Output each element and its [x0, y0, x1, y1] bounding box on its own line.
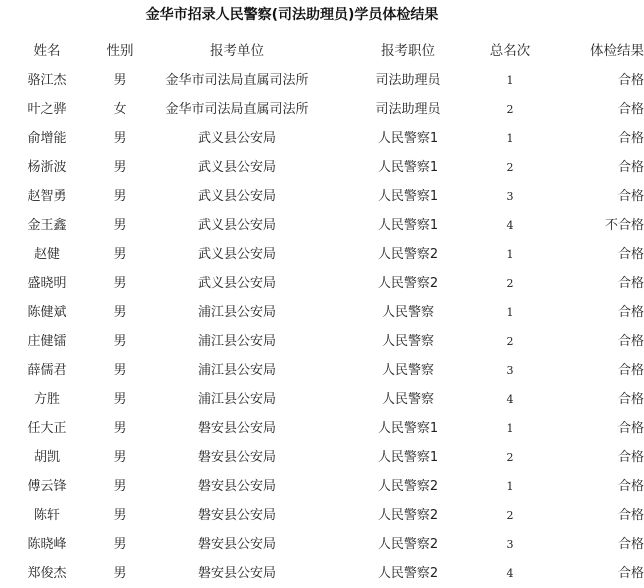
cell-unit: 磐安县公安局: [197, 421, 276, 436]
cell-position: 人民警察2: [377, 566, 439, 581]
cell-position: 人民警察1: [377, 421, 439, 436]
table-row: [0, 95, 644, 124]
cell-rank: 4: [506, 219, 514, 232]
cell-name: 郑俊杰: [27, 566, 67, 581]
cell-unit: 武义县公安局: [197, 218, 276, 233]
cell-position: 人民警察2: [377, 247, 439, 262]
table-row: [0, 240, 644, 269]
cell-position: 人民警察2: [377, 276, 439, 291]
table-row: [0, 153, 644, 182]
cell-name: 陈轩: [33, 508, 60, 523]
cell-result: 合格: [617, 160, 644, 175]
cell-name: 陈晓峰: [27, 537, 67, 552]
cell-sex: 男: [113, 160, 127, 175]
cell-sex: 男: [113, 334, 127, 349]
cell-rank: 1: [506, 248, 514, 261]
cell-sex: 男: [113, 218, 127, 233]
table-row: [0, 443, 644, 472]
cell-unit: 武义县公安局: [197, 276, 276, 291]
cell-name: 叶之骅: [27, 102, 67, 117]
cell-position: 人民警察1: [377, 131, 439, 146]
cell-result: 合格: [617, 392, 644, 407]
cell-position: 人民警察1: [377, 450, 439, 465]
table-row: [0, 559, 644, 588]
table-row: [0, 66, 644, 95]
cell-name: 盛晓明: [27, 276, 67, 291]
cell-sex: 男: [113, 450, 127, 465]
cell-sex: 男: [113, 421, 127, 436]
cell-position: 司法助理员: [375, 102, 441, 117]
cell-result: 合格: [617, 479, 644, 494]
cell-position: 人民警察1: [377, 218, 439, 233]
cell-rank: 1: [506, 306, 514, 319]
cell-sex: 男: [113, 189, 127, 204]
cell-position: 人民警察: [381, 305, 434, 320]
table-row: [0, 385, 644, 414]
cell-name: 赵智勇: [27, 189, 67, 204]
cell-result: 合格: [617, 305, 644, 320]
table-row: [0, 530, 644, 559]
results-table: [0, 37, 644, 588]
cell-rank: 2: [506, 277, 514, 290]
cell-rank: 2: [506, 161, 514, 174]
cell-position: 人民警察: [381, 392, 434, 407]
cell-rank: 3: [506, 190, 514, 203]
cell-position: 人民警察2: [377, 508, 439, 523]
cell-rank: 1: [506, 132, 514, 145]
cell-sex: 男: [113, 508, 127, 523]
cell-name: 杨浙波: [27, 160, 67, 175]
cell-sex: 女: [113, 102, 127, 117]
cell-name: 庄健镭: [27, 334, 67, 349]
cell-result: 合格: [617, 421, 644, 436]
cell-rank: 4: [506, 567, 514, 580]
cell-unit: 武义县公安局: [197, 131, 276, 146]
cell-result: 合格: [617, 537, 644, 552]
cell-result: 合格: [617, 276, 644, 291]
header-rank: 总名次: [489, 43, 531, 59]
cell-rank: 1: [506, 74, 514, 87]
cell-unit: 浦江县公安局: [197, 392, 276, 407]
cell-result: 合格: [617, 508, 644, 523]
cell-unit: 磐安县公安局: [197, 508, 276, 523]
cell-rank: 2: [506, 103, 514, 116]
cell-position: 人民警察: [381, 363, 434, 378]
cell-sex: 男: [113, 73, 127, 88]
cell-rank: 1: [506, 480, 514, 493]
cell-name: 傅云锋: [27, 479, 67, 494]
header-position: 报考职位: [381, 43, 435, 59]
cell-unit: 磐安县公安局: [197, 479, 276, 494]
cell-result: 合格: [617, 131, 644, 146]
cell-sex: 男: [113, 363, 127, 378]
table-row: [0, 211, 644, 240]
cell-rank: 2: [506, 451, 514, 464]
cell-unit: 金华市司法局直属司法所: [165, 73, 309, 88]
cell-sex: 男: [113, 247, 127, 262]
cell-result: 合格: [617, 334, 644, 349]
cell-rank: 2: [506, 509, 514, 522]
cell-name: 赵健: [33, 247, 60, 262]
cell-rank: 2: [506, 335, 514, 348]
table-row: [0, 501, 644, 530]
cell-rank: 1: [506, 422, 514, 435]
cell-unit: 浦江县公安局: [197, 305, 276, 320]
cell-position: 人民警察1: [377, 189, 439, 204]
cell-name: 胡凯: [33, 450, 60, 465]
cell-sex: 男: [113, 392, 127, 407]
cell-unit: 武义县公安局: [197, 189, 276, 204]
cell-result: 合格: [617, 73, 644, 88]
cell-name: 骆江杰: [27, 73, 67, 88]
cell-unit: 磐安县公安局: [197, 566, 276, 581]
cell-name: 薛儒君: [27, 363, 67, 378]
cell-sex: 男: [113, 479, 127, 494]
table-row: [0, 298, 644, 327]
cell-unit: 浦江县公安局: [197, 363, 276, 378]
cell-name: 俞增能: [27, 131, 67, 146]
cell-position: 司法助理员: [375, 73, 441, 88]
cell-result: 合格: [617, 450, 644, 465]
cell-sex: 男: [113, 537, 127, 552]
cell-result: 合格: [617, 566, 644, 581]
cell-result: 合格: [617, 247, 644, 262]
cell-name: 陈健斌: [27, 305, 67, 320]
header-unit: 报考单位: [210, 43, 264, 59]
cell-rank: 3: [506, 538, 514, 551]
cell-result: 合格: [617, 363, 644, 378]
cell-sex: 男: [113, 566, 127, 581]
header-name: 姓名: [33, 43, 61, 59]
cell-unit: 磐安县公安局: [197, 450, 276, 465]
table-row: [0, 327, 644, 356]
table-header-row: [0, 37, 644, 66]
cell-sex: 男: [113, 276, 127, 291]
cell-sex: 男: [113, 131, 127, 146]
cell-name: 金王鑫: [27, 218, 67, 233]
cell-result: 不合格: [604, 218, 644, 233]
cell-result: 合格: [617, 102, 644, 117]
table-row: [0, 182, 644, 211]
cell-result: 合格: [617, 189, 644, 204]
cell-position: 人民警察1: [377, 160, 439, 175]
page-title: 金华市招录人民警察(司法助理员)学员体检结果: [145, 7, 439, 23]
cell-unit: 金华市司法局直属司法所: [165, 102, 309, 117]
cell-position: 人民警察: [381, 334, 434, 349]
table-row: [0, 269, 644, 298]
cell-name: 任大正: [27, 421, 67, 436]
table-row: [0, 356, 644, 385]
cell-sex: 男: [113, 305, 127, 320]
table-row: [0, 414, 644, 443]
cell-name: 方胜: [33, 392, 60, 407]
cell-unit: 浦江县公安局: [197, 334, 276, 349]
header-result: 体检结果: [590, 43, 644, 59]
table-row: [0, 124, 644, 153]
cell-unit: 武义县公安局: [197, 160, 276, 175]
cell-unit: 磐安县公安局: [197, 537, 276, 552]
header-sex: 性别: [106, 43, 134, 59]
cell-unit: 武义县公安局: [197, 247, 276, 262]
cell-position: 人民警察2: [377, 479, 439, 494]
table-body: [0, 66, 644, 588]
table-row: [0, 472, 644, 501]
cell-position: 人民警察2: [377, 537, 439, 552]
cell-rank: 4: [506, 393, 514, 406]
cell-rank: 3: [506, 364, 514, 377]
